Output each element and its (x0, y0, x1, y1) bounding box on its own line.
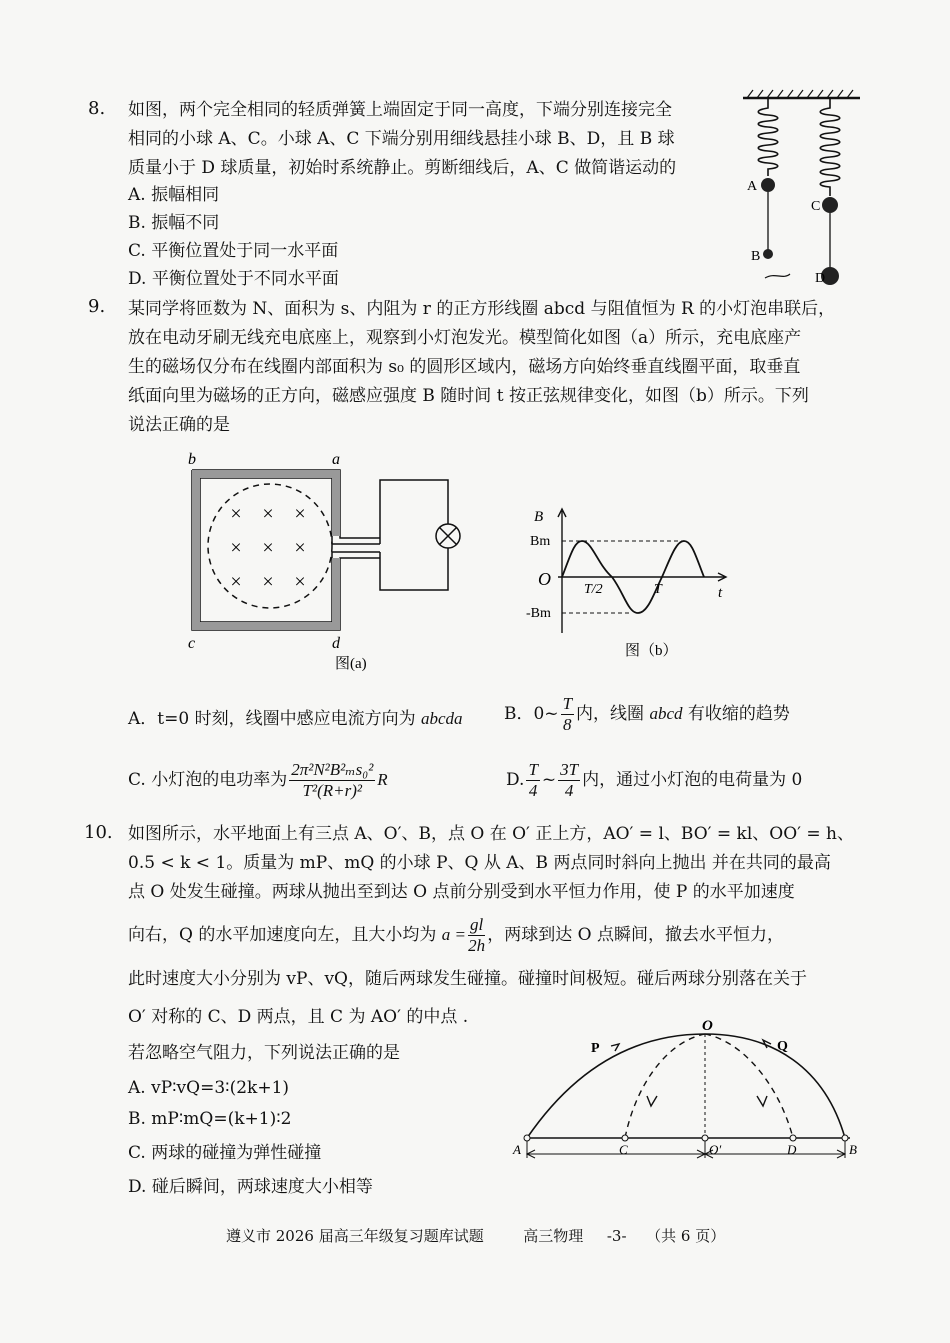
footer-subject: 高三物理 (523, 1227, 584, 1245)
svg-text:×: × (230, 537, 242, 559)
left-spring (758, 98, 778, 176)
figure-a-caption: 图(a) (335, 656, 367, 672)
footer-page: -3- (606, 1227, 627, 1245)
q8-option-c: C. 平衡位置处于同一水平面 (128, 241, 339, 261)
ceiling (743, 90, 860, 98)
label-a-corner: a (332, 451, 340, 468)
q10-trajectory-figure (505, 1018, 875, 1173)
q9-option-b: B．0~ $\frac{T}{8}$ 内，线圈 abcd 有收缩的趋势 (504, 694, 790, 734)
svg-text:×: × (262, 503, 274, 525)
label-d-corner: d (332, 635, 340, 652)
svg-text:×: × (294, 537, 306, 559)
b-axis-label: B (534, 509, 544, 525)
q10-option-b: B. mP∶mQ=(k+1)∶2 (128, 1109, 292, 1129)
q8-number: 8. (88, 98, 106, 119)
q9-stem-line-5: 说法正确的是 (128, 415, 230, 435)
footer-total: （共 6 页） (646, 1227, 726, 1245)
t-half-label: T/2 (584, 582, 603, 597)
bm-label: Bm (530, 534, 551, 549)
q10-stem-line-2: 0.5 < k < 1。质量为 mP、mQ 的小球 P、Q 从 A、B 两点同时斜向上抛出 并在共同的最高 (128, 853, 831, 873)
q10-option-a: A. vP∶vQ=3∶(2k+1) (128, 1078, 290, 1098)
q8-stem-line-1: 如图，两个完全相同的轻质弹簧上端固定于同一高度，下端分别连接完全 (128, 100, 672, 120)
label-b: B (751, 249, 761, 264)
q9-number: 9. (88, 296, 106, 317)
lamp-symbol (436, 524, 460, 548)
figure-b-caption: 图（b） (625, 643, 678, 659)
label-o: O (702, 1018, 713, 1034)
post-collision-p (625, 1034, 705, 1138)
q8-option-b: B. 振幅不同 (128, 213, 220, 233)
t-period-label: T (654, 582, 662, 597)
label-c-corner: c (188, 635, 196, 652)
label-d: D (815, 271, 826, 286)
q9-option-a: A．t=0 时刻，线圈中感应电流方向为 abcda (128, 709, 463, 729)
q8-stem-line-2: 相同的小球 A、C。小球 A、C 下端分别用细线悬挂小球 B、D，且 B 球 (128, 129, 675, 149)
svg-text:×: × (230, 571, 242, 593)
q10-stem-line-3: 点 O 处发生碰撞。两球从抛出至到达 O 点前分别受到水平恒力作用，使 P 的水平加速度 (128, 882, 795, 902)
q10-stem-line-6: O′ 对称的 C、D 两点，且 C 为 AO′ 的中点 . (128, 1007, 469, 1027)
q10-stem-line-7: 若忽略空气阻力，下列说法正确的是 (128, 1043, 400, 1063)
q8-option-d: D. 平衡位置处于不同水平面 (128, 269, 339, 289)
fraction-power: $\frac{\text{2π²N²B²ₘs₀²}}{\text{T²(R+r)²}}$ (291, 760, 374, 800)
label-a: A (747, 179, 758, 194)
label-b-corner: b (188, 451, 196, 468)
q10-stem-line-5: 此时速度大小分别为 vP、vQ，随后两球发生碰撞。碰撞时间极短。碰后两球分别落在关于 (128, 969, 807, 989)
neg-bm-label: -Bm (526, 606, 551, 621)
q8-option-a: A. 振幅相同 (128, 185, 220, 205)
fraction-t-over-8: $\frac{T}{8}$ (562, 694, 573, 734)
svg-text:×: × (294, 571, 306, 593)
label-c: C (811, 199, 821, 214)
label-a-point: A (513, 1142, 521, 1157)
label-p: P (591, 1041, 600, 1056)
svg-text:×: × (294, 503, 306, 525)
q8-spring-figure (735, 88, 870, 298)
label-c-point: C (619, 1142, 628, 1157)
ball-a (761, 178, 775, 192)
ball-c (822, 197, 838, 213)
t-axis-label: t (718, 585, 723, 601)
footer (226, 1225, 725, 1246)
cut-mark (765, 274, 790, 278)
label-b-point: B (849, 1142, 857, 1157)
field-crosses (230, 503, 305, 593)
right-spring (820, 98, 840, 196)
q9-option-c: C. 小灯泡的电功率为 $\frac{\text{2π²N²B²ₘs₀²}}{\text{T²(R+r)²}}$ R (128, 760, 388, 800)
q9-figure-b (520, 505, 745, 665)
label-o-prime: O′ (709, 1142, 722, 1157)
q10-stem-line-1: 如图所示，水平地面上有三点 A、O′、B，点 O 在 O′ 正上方，AO′ = l、BO′ = kl、OO′ = h、 (128, 824, 855, 844)
footer-school: 遵义市 2026 届高三年级复习题库试题 (226, 1227, 484, 1245)
q9-stem-line-3: 生的磁场仅分布在线圈内部面积为 s₀ 的圆形区域内，磁场方向始终垂直线圈平面，取垂直 (128, 357, 801, 377)
q10-option-d: D. 碰后瞬间，两球速度大小相等 (128, 1177, 373, 1197)
origin-label: O (538, 569, 551, 589)
q9-stem-line-4: 纸面向里为磁场的正方向，磁感应强度 B 随时间 t 按正弦规律变化，如图（b）所示。下列 (128, 386, 809, 406)
q9-stem-line-1: 某同学将匝数为 N、面积为 s、内阻为 r 的正方形线圈 abcd 与阻值恒为 R 的小灯泡串联后， (128, 299, 836, 319)
trajectory-q (705, 1034, 845, 1138)
label-q: Q (777, 1039, 788, 1054)
q9-option-d: D. $\frac{T}{4}$ ~ $\frac{3T}{4}$ 内，通过小灯泡的电荷量为 0 (506, 760, 803, 800)
svg-text:×: × (262, 571, 274, 593)
q10-stem-line-4: 向右，Q 的水平加速度向左，且大小均为 a = $\frac{gl}{2h}$ ，两球到达 O 点瞬间，撤去水平恒力， (128, 915, 784, 955)
label-d-point: D (787, 1142, 797, 1157)
q8-stem-line-3: 质量小于 D 球质量，初始时系统静止。剪断细线后，A、C 做简谐运动的 (128, 158, 677, 178)
ball-b (763, 249, 773, 259)
q10-option-c: C. 两球的碰撞为弹性碰撞 (128, 1143, 322, 1163)
q9-stem-line-2: 放在电动牙刷无线充电底座上，观察到小灯泡发光。模型简化如图（a）所示，充电底座产 (128, 328, 802, 348)
svg-text:×: × (230, 503, 242, 525)
q10-number: 10. (84, 822, 113, 843)
svg-text:×: × (262, 537, 274, 559)
arrow-p (611, 1044, 619, 1051)
q9-figure-a (180, 448, 480, 673)
